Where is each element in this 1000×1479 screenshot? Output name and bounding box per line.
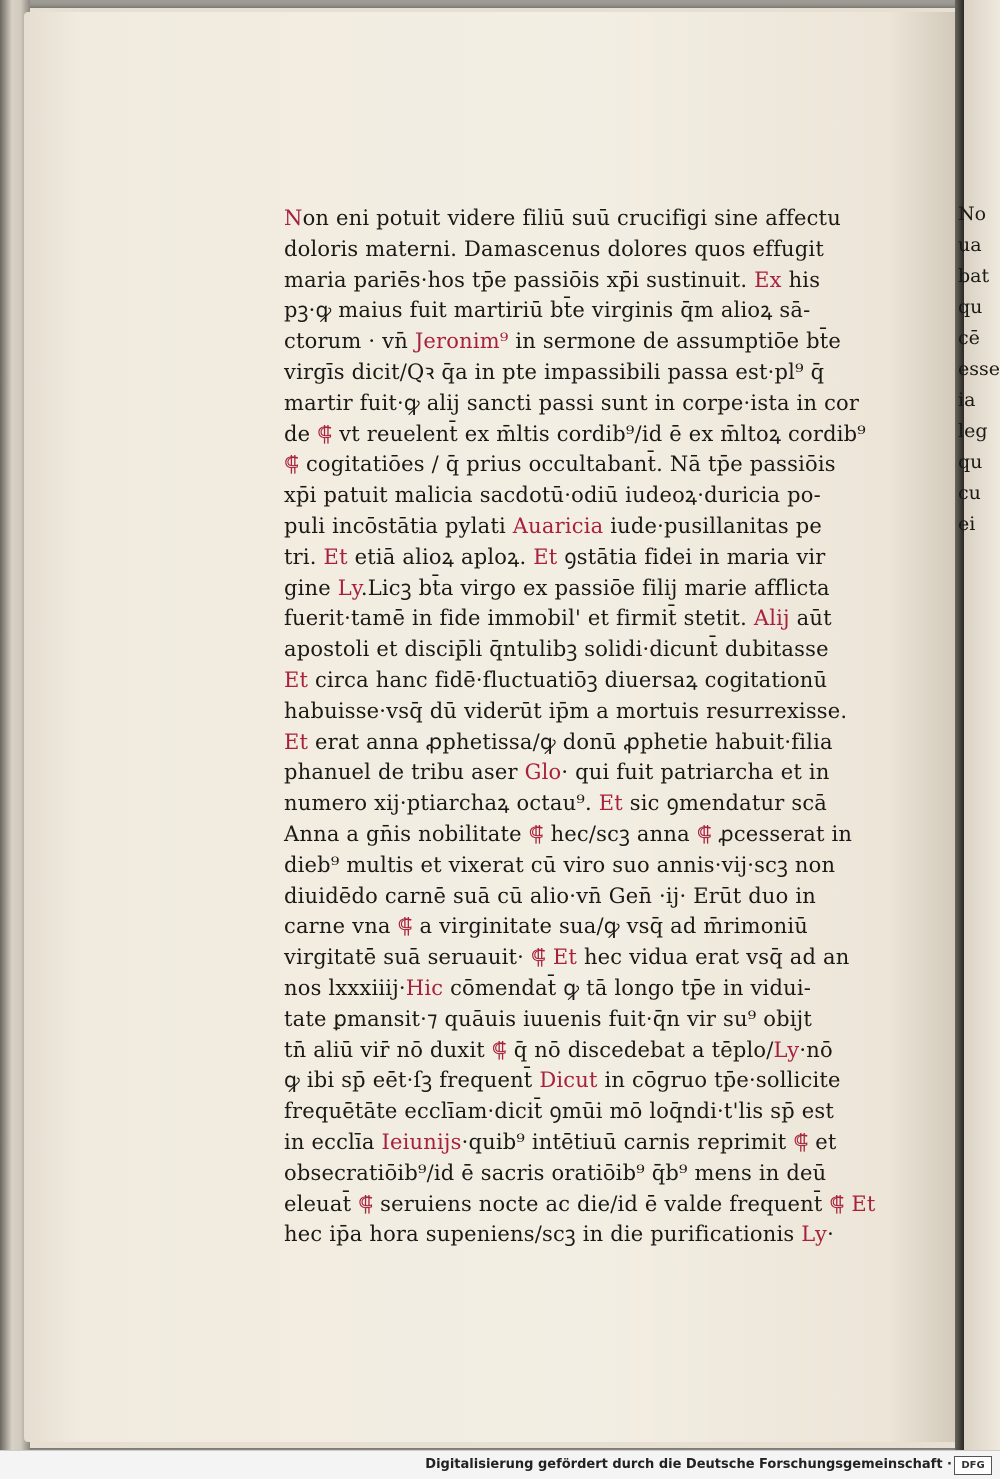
text-line: de ⸿ vt reuelent̄ ex m̄ltis cordib⁹/id ē ex m̄ltoꝝ cordib⁹	[284, 421, 866, 446]
text-line: diuidēdo carnē suā cū alio·vn̄ Gen̄ ·ij· Erūt duo in	[284, 883, 816, 908]
text-line: maria pariēs·hos tp̄e passiōis xp̄i sustinuit. Ex his	[284, 267, 821, 292]
text-line: nos lxxxiiij·Hic cōmendat̄ ꝙ tā longo tp̄e in vidui-	[284, 975, 812, 1000]
text-line: apostoli et discip̄li q̄ntulibꝫ solidi·dicunt̄ dubitasse	[284, 637, 829, 662]
next-page-fragment: cē	[958, 327, 980, 349]
text-line: doloris materni. Damascenus dolores quos effugit	[284, 236, 824, 261]
text-line: phanuel de tribu aser Glo· qui fuit patriarcha et in	[284, 760, 830, 785]
text-line: Non eni potuit videre filiū suū crucifigi sine affectu	[284, 206, 841, 230]
next-page-fragment: cu	[958, 482, 981, 504]
text-line: numero xij·ptiarchaꝝ octau⁹. Et sic ꝯmendatur scā	[284, 791, 828, 816]
next-page-fragment: bat	[958, 265, 990, 287]
footer-credit: Digitalisierung gefördert durch die Deutsche Forschungsgemeinschaft ·	[425, 1457, 952, 1472]
text-line: gine Ly.Licꝫ bt̄a virgo ex passiōe filij marie afflicta	[284, 575, 830, 600]
text-line: Et erat anna ꝓphetissa/ꝙ donū ꝓphetie habuit·filia	[284, 729, 833, 754]
dfg-logo: DFG	[954, 1456, 992, 1475]
next-page-edge	[958, 0, 1000, 1450]
text-line: ꝙ ibi sp̄ eēt·ſꝫ frequent̄ Dicut in cōgruo tp̄e·sollicite	[284, 1068, 841, 1093]
text-block	[284, 203, 884, 1250]
text-line: frequētāte ecclīam·dicit̄ ꝯmūi mō loq̄ndi·t'lis sp̄ est	[284, 1099, 834, 1124]
next-page-fragment: No	[958, 203, 987, 225]
text-line: pꝫ·ꝙ maius fuit martiriū bt̄e virginis q̄m alioꝝ sā-	[284, 298, 811, 323]
next-page-fragment: ei	[958, 513, 976, 535]
text-line: tate ꝑmansit·⁊ quāuis iuuenis fuit·q̄n vir su⁹ obijt	[284, 1006, 812, 1031]
text-line: in ecclīa Ieiunijs·quib⁹ intētiuū carnis reprimit ⸿ et	[284, 1129, 837, 1154]
text-line: fuerit·tamē in fide immobil' et firmit̄ stetit. Alij aūt	[284, 606, 832, 631]
text-line: tn̄ aliū vir̄ nō duxit ⸿ q̄ nō discedebat a tēplo/Ly·nō	[284, 1037, 833, 1062]
next-page-fragment: leg	[958, 420, 988, 442]
text-line: xp̄i patuit malicia sacdotū·odiū iudeoꝝ·duricia po-	[284, 483, 821, 508]
text-line: habuisse·vsq̄ dū viderūt ip̄m a mortuis resurrexisse.	[284, 698, 848, 723]
text-line: carne vna ⸿ a virginitate sua/ꝙ vsq̄ ad m̄rimoniū	[284, 914, 808, 939]
text-line: ctorum · vn̄ Jeronim⁹ in sermone de assumptiōe bt̄e	[284, 329, 842, 354]
text-line: virgīs dicit/Qꝛ q̄a in pte impassibili passa est·pl⁹ q̄	[284, 359, 825, 384]
text-line: tri. Et etiā alioꝝ aploꝝ. Et ꝯstātia fidei in maria vir	[284, 544, 826, 569]
text-line: Anna a gn̄is nobilitate ⸿ hec/scꝫ anna ⸿ ꝓcesserat in	[284, 821, 853, 846]
text-line: Et circa hanc fidē·fluctuatiōꝫ diuersaꝝ cogitationū	[284, 667, 828, 692]
text-line: hec ip̄a hora supeniens/scꝫ in die purificationis Ly·	[284, 1222, 835, 1247]
text-line: eleuat̄ ⸿ seruiens nocte ac die/id ē valde frequent̄ ⸿ Et	[284, 1191, 876, 1216]
text-line: obsecratiōib⁹/id ē sacris oratiōib⁹ q̄b⁹ mens in deū	[284, 1160, 827, 1185]
text-line: martir fuit·ꝙ alij sancti passi sunt in corpe·ista in cor	[284, 390, 860, 415]
text-line: ⸿ cogitatiōes / q̄ prius occultabant̄. Nā tp̄e passiōis	[284, 452, 836, 477]
text-line: virgitatē suā seruauit· ⸿ Et hec vidua erat vsq̄ ad an	[284, 945, 850, 970]
next-page-fragment: qu	[958, 296, 983, 318]
text-line: dieb⁹ multis et vixerat cū viro suo annis·vij·scꝫ non	[284, 852, 836, 877]
text-line: puli incōstātia pylati Auaricia iude·pusillanitas pe	[284, 513, 822, 538]
next-page-fragment: ia	[958, 389, 976, 411]
footer-bar	[0, 1450, 1000, 1479]
next-page-fragment: ua	[958, 234, 982, 256]
next-page-fragment: esse	[958, 358, 1000, 380]
next-page-fragment: qu	[958, 451, 983, 473]
